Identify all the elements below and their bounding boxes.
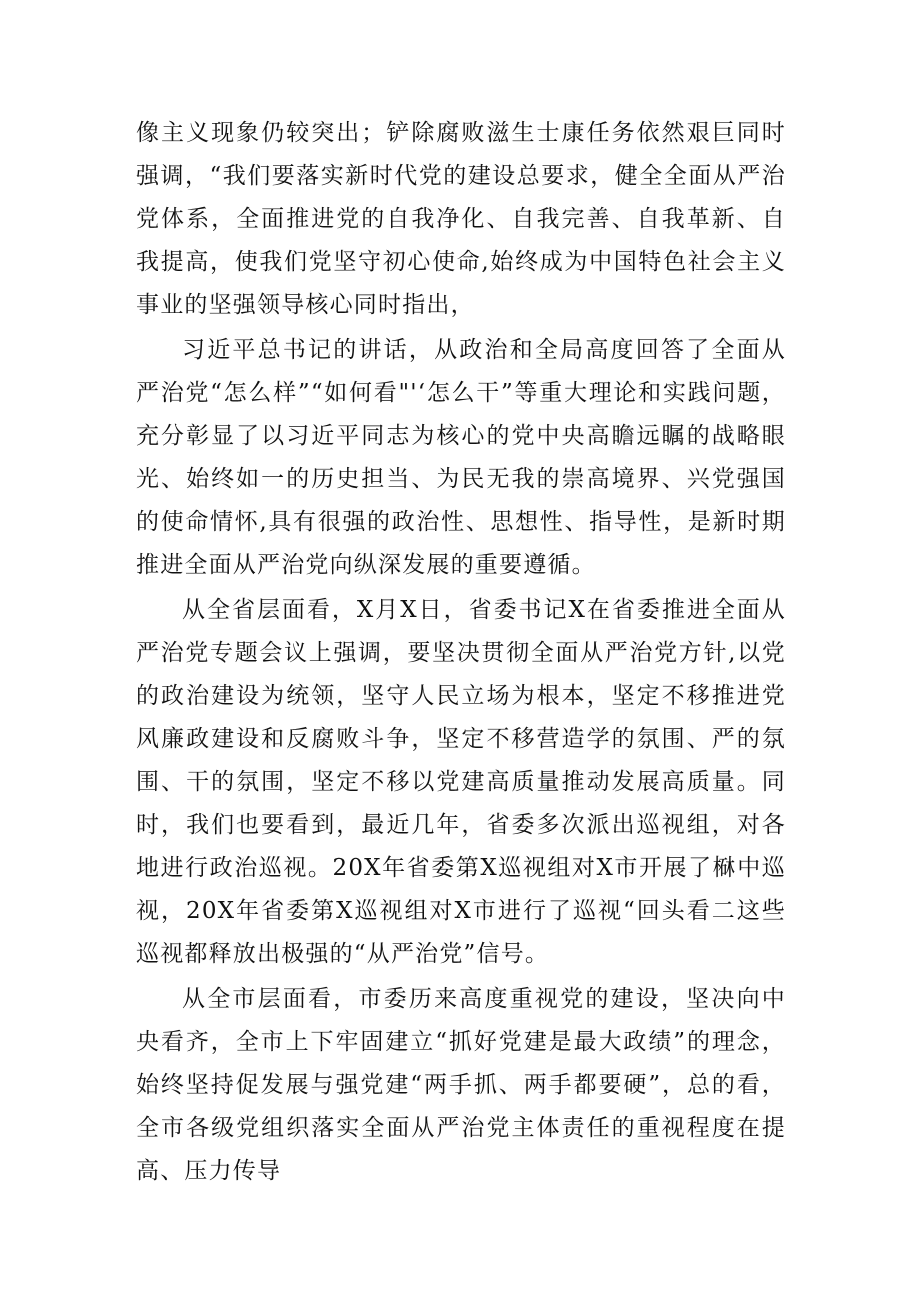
paragraph-1: 像主义现象仍较突出；铲除腐败滋生士康任务依然艰巨同时强调，“我们要落实新时代党的建设总要求，健全全面从严治党体系，全面推进党的自我净化、自我完善、自我革新、自我提高，使我们党坚守初心使命,始终成为中国特色社会主义事业的坚强领导核心同时指出， — [136, 120, 786, 318]
paragraph-2: 习近平总书记的讲话，从政治和全局高度回答了全面从严治党“怎么样”“如何看"'‘怎么干”等重大理论和实践问题，充分彰显了以习近平同志为核心的党中央高瞻远瞩的战略眼光、始终如一的历史担当、为民无我的崇高境界、兴党强国的使命情怀,具有很强的政治性、思想性、指导性，是新时期推进全面从严治党向纵深发展的重要遵循。 — [136, 337, 786, 578]
paragraph-3: 从全省层面看，X月X日，省委书记X在省委推进全面从严治党专题会议上强调，要坚决贯彻全面从严治党方针,以党的政治建设为统领，坚守人民立场为根本，坚定不移推进党风廉政建设和反腐败斗争，坚定不移营造学的氛围、严的氛围、干的氛围，坚定不移以党建高质量推动发展高质量。同时，我们也要看到，最近几年，省委多次派出巡视组，对各地进行政治巡视。20X年省委第X巡视组对X市开展了㮟中巡视，20X年省委第X巡视组对X市进行了巡视“回头看二这些巡视都释放出极强的“从严治党”信号。 — [136, 597, 786, 967]
document-body — [136, 112, 786, 1193]
paragraph-4: 从全市层面看，市委历来高度重视党的建设，坚决向中央看齐，全市上下牢固建立“抓好党建是最大政绩”的理念，始终坚持促发展与强党建“两手抓、两手都要硬”，总的看，全市各级党组织落实全面从严治党主体责任的重视程度在提高、压力传导 — [136, 986, 786, 1184]
